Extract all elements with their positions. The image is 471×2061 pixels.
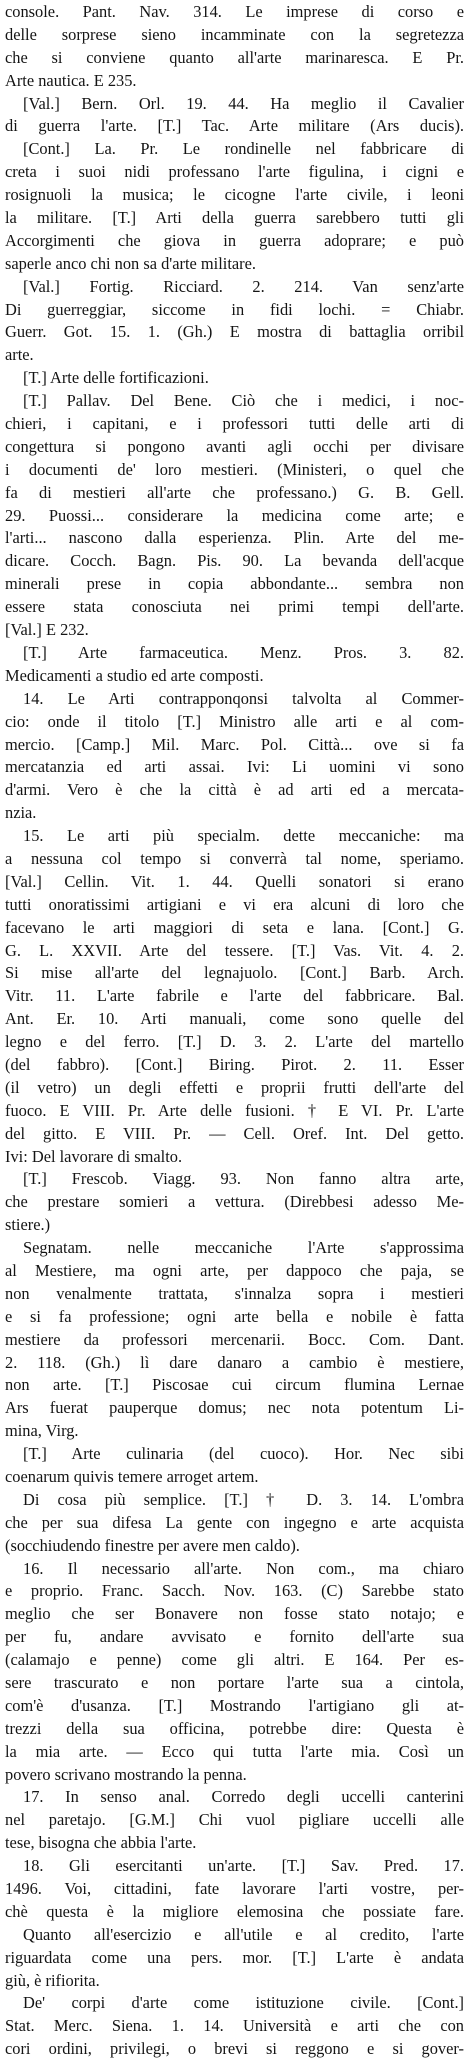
text-line: (calamajo e penne) come gli altri. E 164. Per es-: [5, 1650, 464, 1670]
text-line: che prestare somieri a vettura. (Direbbesi adesso Me-: [5, 1192, 464, 1212]
text-line: rosignuoli la musica; le cicogne l'arte civile, i leoni: [5, 185, 464, 205]
text-line: Segnatam. nelle meccaniche l'Arte s'approssima: [23, 1238, 464, 1258]
text-line: tutti onoratissimi artigiani e vi era alcuni di loro che: [5, 894, 464, 914]
text-line: [T.] Arte farmaceutica. Menz. Pros. 3. 82.: [23, 642, 464, 662]
text-line: creta i suoi nidi professano l'arte figulina, i cigni e: [5, 162, 464, 182]
text-line: [T.] Frescob. Viagg. 93. Non fanno altra arte,: [23, 1169, 464, 1189]
text-line: Ant. Er. 10. Arti manuali, come sono quelle del: [5, 1009, 464, 1029]
text-line: 29. Puossi... considerare la medicina come arte; e: [5, 505, 464, 525]
text-line: fa di mestieri all'arte che professano.) G. B. Gell.: [5, 482, 464, 502]
text-line: tese, bisogna che abbia l'arte.: [5, 1833, 197, 1853]
text-line: meglio che ser Bonavere non fosse stato notajo; e: [5, 1604, 464, 1624]
text-line: Vitr. 11. L'arte fabrile e l'arte del fabbricare. Bal.: [5, 986, 464, 1006]
text-line: Si mise all'arte del legnajuolo. [Cont.] Barb. Arch.: [5, 963, 464, 983]
text-line: Medicamenti a studio ed arte composti.: [5, 665, 264, 685]
text-line: al Mestiere, ma ogni arte, per dappoco che paja, se: [5, 1260, 464, 1280]
text-line: non arte. [T.] Piscosae cui circum flumina Lernae: [5, 1375, 464, 1395]
text-line: arte.: [5, 345, 34, 365]
text-line: [Val.] E 232.: [5, 620, 89, 640]
text-line: sere trascurato e non portare l'arte sua a cintola,: [5, 1673, 464, 1693]
text-line: giù, è rifiorita.: [5, 1970, 100, 1990]
text-line: [T.] Pallav. Del Bene. Ciò che i medici, i noc-: [23, 391, 464, 411]
text-line: riguardata come una pers. mor. [T.] L'arte è andata: [5, 1947, 464, 1967]
text-line: [Val.] Bern. Orl. 19. 44. Ha meglio il Cavalier: [23, 93, 464, 113]
text-line: Stat. Merc. Siena. 1. 14. Università e arti che con: [5, 2016, 464, 2036]
text-line: 2. 118. (Gh.) lì dare danaro a cambio è mestiere,: [5, 1352, 464, 1372]
text-line: 18. Gli esercitanti un'arte. [T.] Sav. Pred. 17.: [23, 1856, 464, 1876]
text-line: e proprio. Franc. Sacch. Nov. 163. (C) Sarebbe stato: [5, 1581, 464, 1601]
text-line: cori ordini, privilegi, o brevi si reggono e si gover-: [5, 2039, 464, 2059]
text-line: [Cont.] La. Pr. Le rondinelle nel fabbricare di: [23, 139, 464, 159]
text-line: mercatanzia ed arti assai. Ivi: Li uomini vi sono: [5, 757, 464, 777]
text-line: mestiere da professori mercenarii. Bocc. Com. Dant.: [5, 1329, 464, 1349]
text-line: di guerra l'arte. [T.] Tac. Arte militare (Ars ducis).: [5, 116, 464, 136]
text-line: e si fa professione; ogni arte bella e nobile è fatta: [5, 1306, 464, 1326]
text-line: facevano le arti maggiori di seta e lana. [Cont.] G.: [5, 917, 464, 937]
text-line: coenarum quivis temere arroget artem.: [5, 1467, 259, 1486]
text-line: legno e del ferro. [T.] D. 3. 2. L'arte del martello: [5, 1032, 464, 1052]
text-line: a nessuna col tempo si converrà tal nome, speriamo.: [5, 848, 464, 868]
text-line: dicare. Cocch. Bagn. Pis. 90. La bevanda dell'acque: [5, 551, 464, 571]
text-line: 14. Le Arti contrapponqonsi talvolta al Commer-: [23, 688, 464, 708]
text-line: essere stata conosciuta nei primi tempi dell'arte.: [5, 597, 464, 617]
text-line: non venalmente trattata, s'innalza sopra i mestieri: [5, 1283, 464, 1303]
text-line: [T.] Arte culinaria (del cuoco). Hor. Nec sibi: [23, 1444, 464, 1464]
text-line: Di guerreggiar, siccome in fidi lochi. = Chiabr.: [5, 299, 464, 319]
text-line: [T.] Arte delle fortificazioni.: [23, 368, 209, 388]
text-line: console. Pant. Nav. 314. Le imprese di corso e: [5, 2, 464, 21]
text-line: Accorgimenti che giova in guerra adoprare; e può: [5, 230, 464, 250]
text-line: Quanto all'esercizio e all'utile e al credito, l'arte: [23, 1924, 464, 1944]
text-line: com'è d'usanza. [T.] Mostrando l'artigiano gli at-: [5, 1695, 464, 1715]
text-line: (del fabbro). [Cont.] Biring. Pirot. 2. 11. Esser: [5, 1054, 464, 1074]
text-line: fuoco. E VIII. Pr. Arte delle fusioni. † E VI. Pr. L'arte: [5, 1100, 464, 1120]
text-line: stiere.): [5, 1215, 51, 1235]
text-line: che per sua difesa La gente con ingegno e arte acquista: [5, 1512, 464, 1532]
text-line: per fu, andare avvisato e fornito dell'arte sua: [5, 1627, 464, 1647]
text-line: d'armi. Vero è che la città è ad arti ed a mercata-: [5, 780, 464, 800]
text-line: mina, Virg.: [5, 1421, 79, 1441]
text-line: la militare. [T.] Arti della guerra sarebbero tutti gli: [5, 208, 464, 228]
text-line: del gitto. E VIII. Pr. — Cell. Oref. Int. Del getto.: [5, 1123, 464, 1143]
text-line: Ivi: Del lavorare di smalto.: [5, 1146, 183, 1166]
text-line: G. L. XXVII. Arte del tessere. [T.] Vas. Vit. 4. 2.: [5, 940, 464, 960]
text-line: cio: onde il titolo [T.] Ministro alle arti e al com-: [5, 711, 464, 731]
text-line: nzia.: [5, 803, 37, 823]
text-line: nel paretajo. [G.M.] Chi vuol pigliare uccelli alle: [5, 1810, 464, 1830]
text-line: chieri, i capitani, e i professori tutti delle arti di: [5, 414, 464, 434]
text-line: (il vetro) un degli effetti e proprii frutti dell'arte del: [5, 1077, 464, 1097]
text-line: povero scrivano mostrando la penna.: [5, 1764, 247, 1784]
text-line: 16. Il necessario all'arte. Non com., ma chiaro: [23, 1558, 464, 1578]
text-line: delle sorprese sieno incamminate con la segretezza: [5, 24, 464, 44]
text-line: saperle anco chi non sa d'arte militare.: [5, 253, 256, 273]
text-line: 1496. Voi, cittadini, fate lavorare l'arti vostre, per-: [5, 1879, 464, 1899]
text-line: [Val.] Fortig. Ricciard. 2. 214. Van senz'arte: [23, 276, 464, 296]
text-line: congettura si pongono avanti agli occhi per divisare: [5, 436, 464, 456]
text-line: chè questa è la migliore elemosina che possiate fare.: [5, 1901, 464, 1921]
text-line: (socchiudendo finestre per avere men caldo).: [5, 1535, 300, 1555]
text-line: mercio. [Camp.] Mil. Marc. Pol. Città... ove si fa: [5, 734, 464, 754]
text-line: De' corpi d'arte come istituzione civile. [Cont.]: [23, 1993, 464, 2013]
text-line: 15. Le arti più specialm. dette meccaniche: ma: [23, 826, 464, 846]
text-line: Guerr. Got. 15. 1. (Gh.) E mostra di battaglia orribil: [5, 322, 464, 342]
text-line: 17. In senso anal. Corredo degli uccelli canterini: [23, 1787, 464, 1807]
text-line: trezzi della sua officina, potrebbe dire: Questa è: [5, 1718, 464, 1738]
text-line: che si conviene quanto all'arte marinaresca. E Pr.: [5, 47, 464, 67]
text-line: Ars fuerat pauperque domus; nec nota potentum Li-: [5, 1398, 464, 1418]
text-line: i documenti de' loro mestieri. (Ministeri, o quel che: [5, 459, 464, 479]
text-line: l'arti... nascono dalla esperienza. Plin. Arte del me-: [5, 528, 464, 548]
text-line: [Val.] Cellin. Vit. 1. 44. Quelli sonatori si erano: [5, 871, 464, 891]
text-line: la mia arte. — Ecco qui tutta l'arte mia. Così un: [5, 1741, 464, 1761]
text-line: minerali prese in copia abbondante... sembra non: [5, 574, 464, 594]
text-line: Arte nautica. E 235.: [5, 70, 137, 90]
text-line: Di cosa più semplice. [T.] † D. 3. 14. L'ombra: [23, 1489, 464, 1509]
